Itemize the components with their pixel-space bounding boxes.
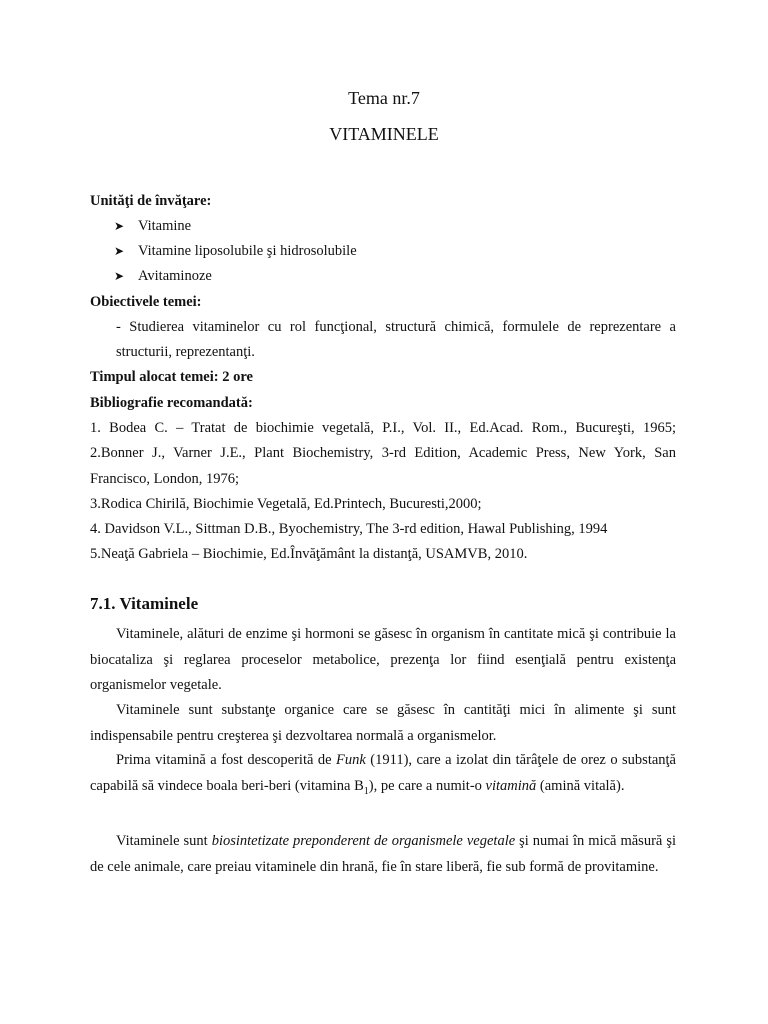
- paragraph: Vitaminele sunt substanţe organice care se găsesc în cantităţi mici în alimente şi sunt indispensabile pentru creşterea şi dezvoltarea normală a organismelor.: [90, 702, 676, 744]
- objectives-heading: Obiectivele temei:: [90, 294, 202, 310]
- page-subtitle: VITAMINELE: [329, 124, 439, 144]
- section-heading: 7.1. Vitaminele: [90, 594, 199, 613]
- time-allocated: Timpul alocat temei: 2 ore: [90, 369, 253, 385]
- list-item: ➤ Vitamine liposolubile şi hidrosolubile: [114, 243, 357, 259]
- units-heading: Unităţi de învăţare:: [90, 193, 212, 209]
- objectives-line: structurii, reprezentanţi.: [116, 344, 255, 360]
- bibliography-heading: Bibliografie recomandată:: [90, 395, 253, 411]
- bibliography-ref: 3.Rodica Chirilă, Biochimie Vegetală, Ed.Printech, Bucuresti,2000;: [90, 496, 482, 512]
- bibliography-ref: 1. Bodea C. – Tratat de biochimie vegetală, P.I., Vol. II., Ed.Acad. Rom., Bucureşti, 1965;: [90, 420, 676, 436]
- paragraph: Vitaminele, alături de enzime şi hormoni se găsesc în organism în cantitate mică şi contribuie la biocataliza şi reglarea proceselor metabolice, prezenţa lor fiind esenţială pentru existenţa organismelor vegetale.: [90, 626, 676, 693]
- bibliography-ref: 4. Davidson V.L., Sittman D.B., Byochemistry, The 3-rd edition, Hawal Publishing, 1994: [90, 521, 608, 537]
- page-title: Tema nr.7: [348, 88, 420, 108]
- arrow-bullet-icon: ➤: [114, 219, 125, 233]
- bibliography-ref: 5.Neaţă Gabriela – Biochimie, Ed.Învăţământ la distanţă, USAMVB, 2010.: [90, 546, 528, 562]
- arrow-bullet-icon: ➤: [114, 244, 125, 258]
- list-item: ➤ Vitamine: [114, 218, 192, 234]
- paragraph: Prima vitamină a fost descoperită de Funk (1911), care a izolat din tărâţele de orez o substanţă capabilă să vindece boala beri-beri (vitamina $B_1$), pe care a numit-o vitamină (amină vitală).: [90, 752, 676, 797]
- objectives-line: - Studierea vitaminelor cu rol funcţional, structură chimică, formulele de reprezentare a: [116, 319, 676, 335]
- paragraph: Vitaminele sunt biosintetizate preponderent de organismele vegetale şi numai în mică măsură şi de cele animale, care preiau vitaminele din hrană, fie în stare liberă, fie sub formă de provitamine.: [90, 833, 676, 875]
- bibliography-ref: 2.Bonner J., Varner J.E., Plant Biochemistry, 3-rd Edition, Academic Press, New York, San: [90, 445, 676, 461]
- list-item: ➤ Avitaminoze: [114, 268, 212, 284]
- bibliography-ref: Francisco, London, 1976;: [90, 471, 240, 487]
- arrow-bullet-icon: ➤: [114, 269, 125, 283]
